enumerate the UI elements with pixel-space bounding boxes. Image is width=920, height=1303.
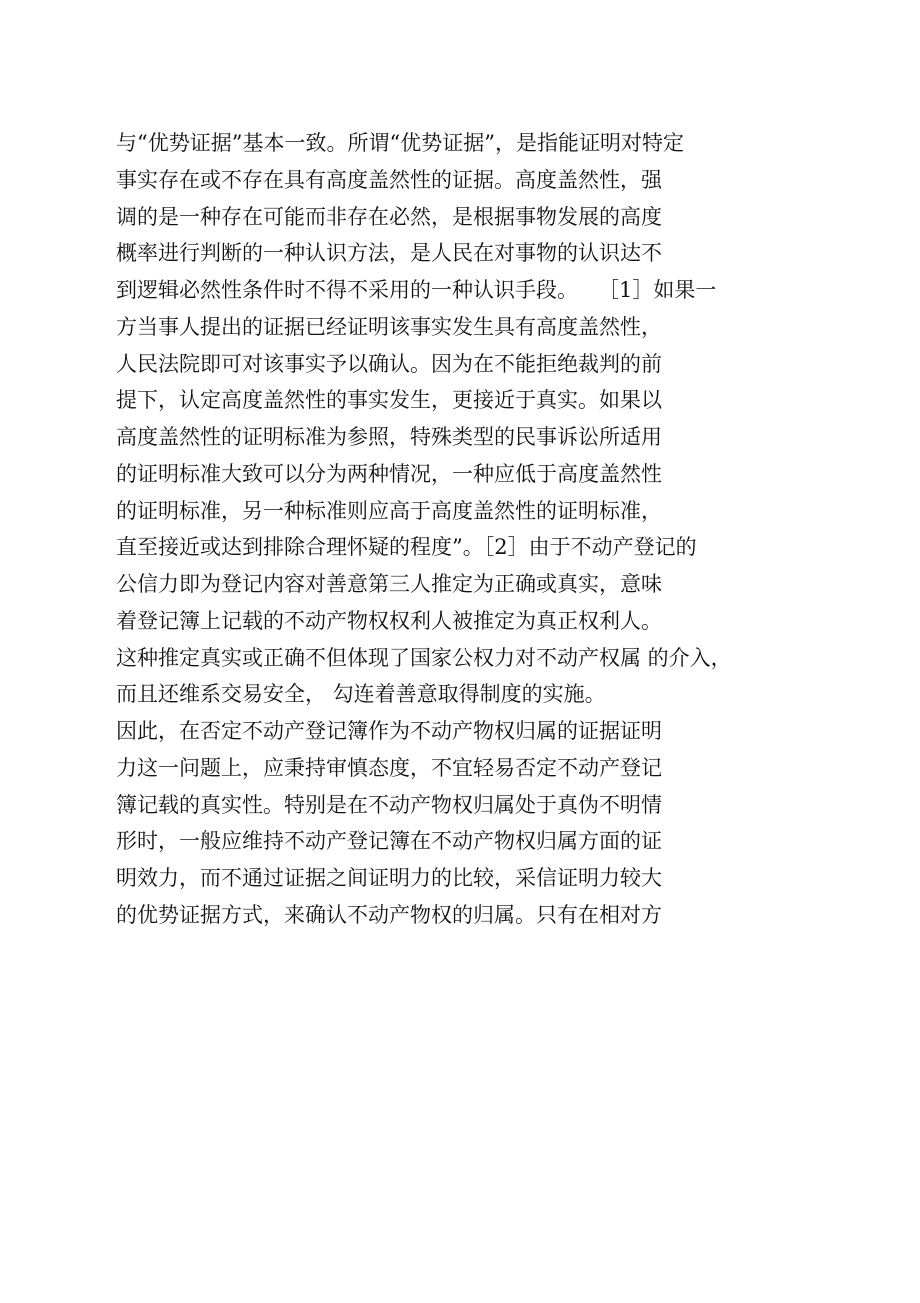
text-line: 直至接近或达到排除合理怀疑的程度”。［2］由于不动产登记的 xyxy=(116,535,697,560)
text-line: 着登记簿上记载的不动产物权权利人被推定为真正权利人。 xyxy=(116,608,662,633)
text-line: 的证明标准，另一种标准则应高于高度盖然性的证明标准， xyxy=(116,498,662,523)
text-line: 人民法院即可对该事实予以确认。因为在不能拒绝裁判的前 xyxy=(116,351,662,376)
text-line: 与“优势证据”基本一致。所谓“优势证据”，是指能证明对特定 xyxy=(116,131,684,155)
text-line: 高度盖然性的证明标准为参照，特殊类型的民事诉讼所适用 xyxy=(116,425,662,449)
text-line: 这种推定真实或正确不但体现了国家公权力对不动产权属 的介入， xyxy=(116,645,732,670)
text-line: 的优势证据方式，来确认不动产物权的归属。只有在相对方 xyxy=(116,902,662,927)
text-line: 到逻辑必然性条件时不得不采用的一种认识手段。 ［1］如果一 xyxy=(116,278,717,302)
text-line: 的证明标准大致可以分为两种情况，一种应低于高度盖然性 xyxy=(116,461,662,486)
text-line: 力这一问题上，应秉持审慎态度，不宜轻易否定不动产登记 xyxy=(116,755,662,780)
text-line: 提下，认定高度盖然性的事实发生，更接近于真实。如果以 xyxy=(116,388,662,413)
body-text xyxy=(116,125,776,934)
text-line: 簿记载的真实性。特别是在不动产物权归属处于真伪不明情 xyxy=(116,792,662,817)
text-line: 因此，在否定不动产登记簿作为不动产物权归属的证据证明 xyxy=(116,719,662,743)
text-line: 形时，一般应维持不动产登记簿在不动产物权归属方面的证 xyxy=(116,829,662,854)
text-line: 公信力即为登记内容对善意第三人推定为正确或真实，意味 xyxy=(116,572,662,596)
text-line: 明效力，而不通过证据之间证明力的比较，采信证明力较大 xyxy=(116,866,662,890)
text-line: 调的是一种存在可能而非存在必然，是根据事物发展的高度 xyxy=(116,204,662,229)
text-line: 方当事人提出的证据已经证明该事实发生具有高度盖然性， xyxy=(116,314,662,339)
text-line: 概率进行判断的一种认识方法，是人民在对事物的认识达不 xyxy=(116,241,662,266)
text-line: 事实存在或不存在具有高度盖然性的证据。高度盖然性，强 xyxy=(116,167,662,192)
text-line: 而且还维系交易安全， 勾连着善意取得制度的实施。 xyxy=(116,682,606,707)
